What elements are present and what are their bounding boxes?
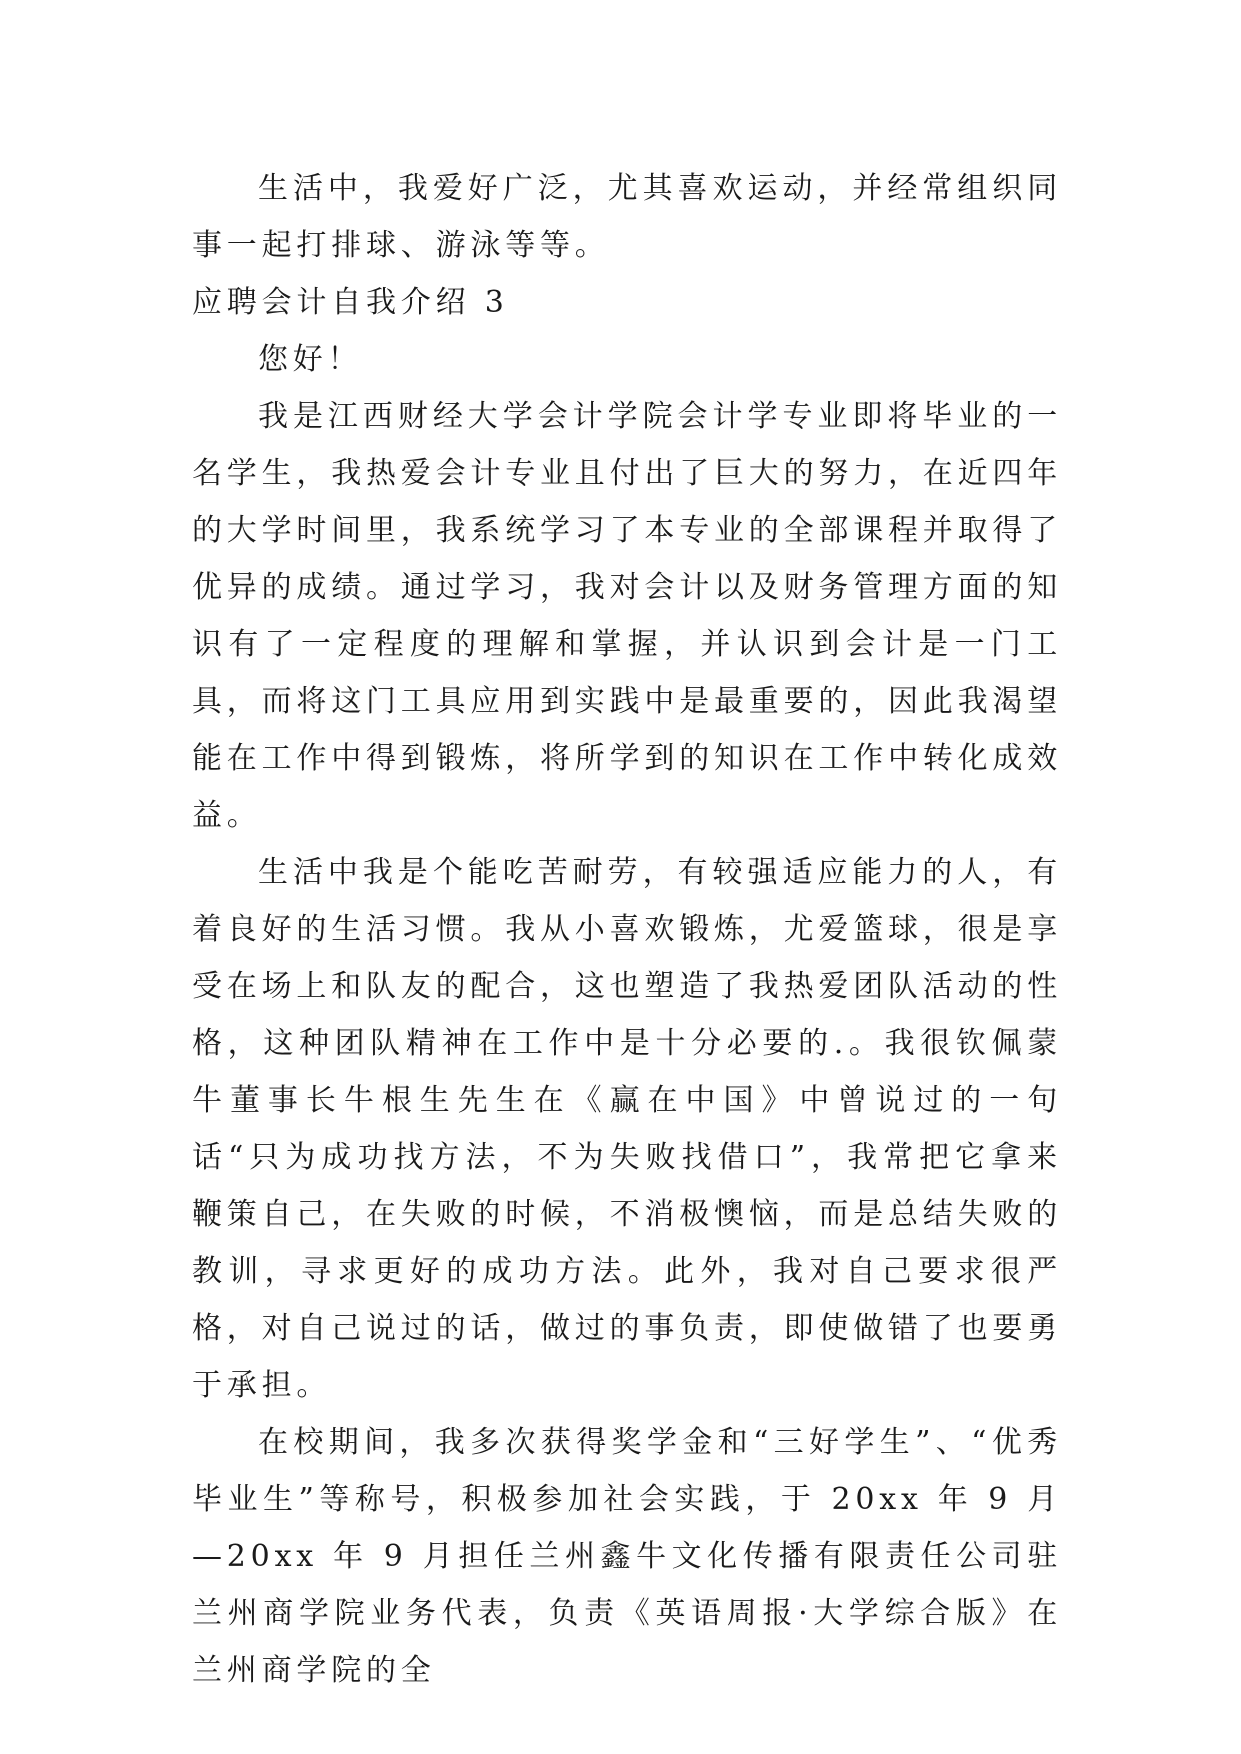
section-heading: 应聘会计自我介绍 3 [192, 285, 509, 320]
paragraph-education: 我是江西财经大学会计学院会计学专业即将毕业的一名学生，我热爱会计专业且付出了巨大的努力，在近四年的大学时间里，我系统学习了本专业的全部课程并取得了优异的成绩。通过学习，我对会计以及财务管理方面的知识有了一定程度的理解和掌握，并认识到会计是一门工具，而将这门工具应用到实践中是最重要的，因此我渴望能在工作中得到锻炼，将所学到的知识在工作中转化成效益。 [192, 399, 1062, 833]
paragraph-achievements: 在校期间，我多次获得奖学金和“三好学生”、“优秀毕业生”等称号，积极参加社会实践，于 20xx 年 9 月—20xx 年 9 月担任兰州鑫牛文化传播有限责任公司驻兰州商学院业务代表，负责《英语周报·大学综合版》在兰州商学院的全 [192, 1425, 1062, 1688]
document-body [192, 160, 1062, 1699]
greeting: 您好！ [258, 342, 363, 377]
paragraph-personality: 生活中我是个能吃苦耐劳，有较强适应能力的人，有着良好的生活习惯。我从小喜欢锻炼，尤爱篮球，很是享受在场上和队友的配合，这也塑造了我热爱团队活动的性格，这种团队精神在工作中是十分必要的.。我很钦佩蒙牛董事长牛根生先生在《赢在中国》中曾说过的一句话“只为成功找方法，不为失败找借口”，我常把它拿来鞭策自己，在失败的时候，不消极懊恼，而是总结失败的教训，寻求更好的成功方法。此外，我对自己要求很严格，对自己说过的话，做过的事负责，即使做错了也要勇于承担。 [192, 855, 1062, 1403]
paragraph-hobbies: 生活中，我爱好广泛，尤其喜欢运动，并经常组织同事一起打排球、游泳等等。 [192, 171, 1062, 263]
